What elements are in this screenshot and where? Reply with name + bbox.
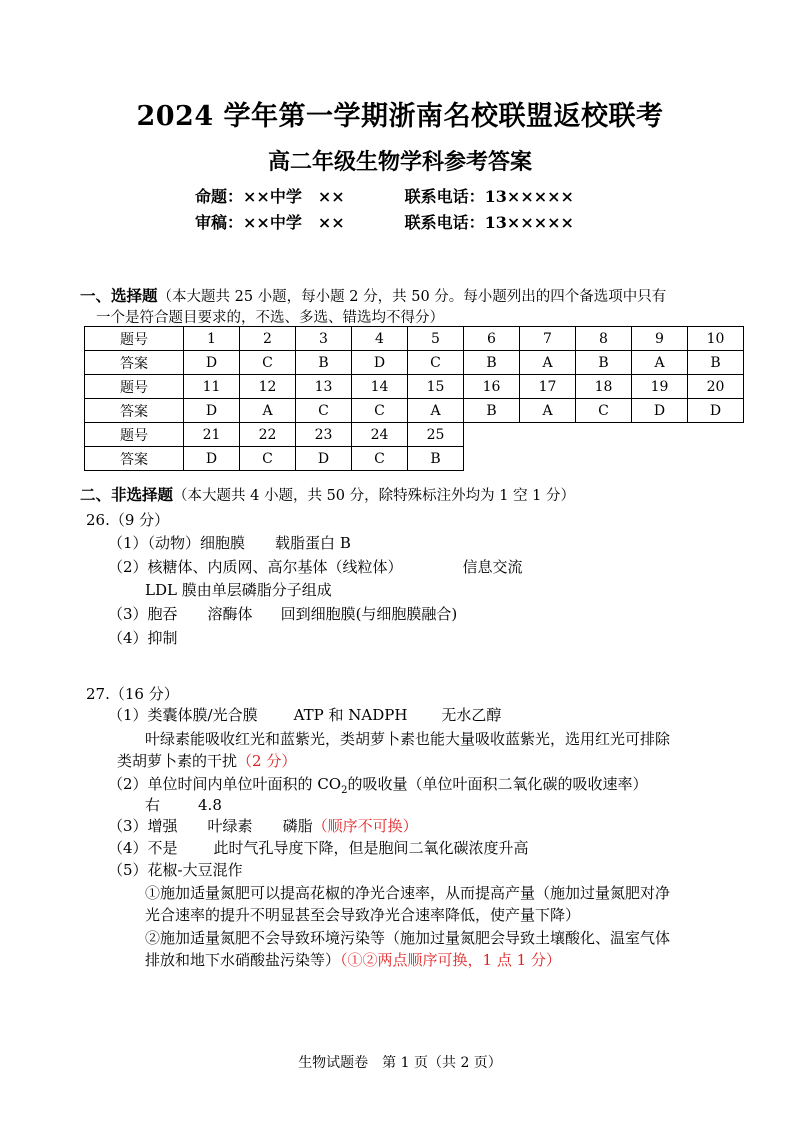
empty-cell [632, 447, 688, 471]
q27-1e: 类胡萝卜素的干扰 [117, 752, 238, 770]
table-cell: 3 [296, 327, 352, 351]
q27-2c: 4.8 [198, 796, 222, 814]
table-cell: 17 [520, 375, 576, 399]
q26-1a: （1）（动物）细胞膜 [108, 534, 246, 552]
document-subtitle: 高二年级生物学科参考答案 [267, 149, 532, 175]
section2-heading-line [80, 483, 575, 505]
table-cell: 4 [352, 327, 408, 351]
table-cell: C [576, 399, 632, 423]
table-cell: D [184, 447, 240, 471]
q27-5d-note: （①②两点顺序可换，1 点 1 分） [340, 951, 561, 969]
document-title: 2024 学年第一学期浙南名校联盟返校联考 [136, 101, 664, 132]
table-cell: B [464, 399, 520, 423]
table-cell: 13 [296, 375, 352, 399]
row-label: 题号 [85, 327, 184, 351]
q26-line4: （4）抑制 [108, 629, 178, 647]
table-row [85, 399, 744, 423]
q27-line1d: 叶绿素能吸收红光和蓝紫光，类胡萝卜素也能大量吸收蓝紫光，选用红光可排除 [145, 730, 671, 748]
empty-cell [688, 423, 744, 447]
q26-1b: 载脂蛋白 B [275, 534, 351, 552]
table-cell: C [408, 351, 464, 375]
row-label: 题号 [85, 375, 184, 399]
q27-line5a: ①施加适量氮肥可以提高花椒的净光合速率，从而提高产量（施加过量氮肥对净 [145, 884, 671, 902]
q27-3c: 磷脂 [282, 817, 313, 835]
table-cell: 24 [352, 423, 408, 447]
table-cell: B [464, 351, 520, 375]
table-cell: 6 [464, 327, 520, 351]
q26-line1 [108, 532, 351, 553]
table-cell: 11 [184, 375, 240, 399]
q27-line2b [145, 794, 222, 815]
table-cell: 1 [184, 327, 240, 351]
q26-3c: 回到细胞膜(与细胞膜融合) [280, 605, 458, 623]
author-line [195, 184, 574, 207]
q27-line3 [108, 815, 418, 836]
table-cell: D [688, 399, 744, 423]
q26-3a: （3）胞吞 [108, 605, 178, 623]
q27-3b: 叶绿素 [207, 817, 253, 835]
table-row [85, 375, 744, 399]
q26-2b: 信息交流 [462, 558, 523, 576]
table-cell: 25 [408, 423, 464, 447]
q26-head: 26.（9 分） [86, 511, 170, 529]
row-label: 答案 [85, 351, 184, 375]
reviewer-line [195, 210, 574, 233]
q27-line5: （5）花椒-大豆混作 [108, 861, 243, 879]
q27-line1e [117, 750, 296, 771]
table-cell: B [408, 447, 464, 471]
empty-cell [464, 447, 520, 471]
q27-line4 [108, 837, 529, 858]
q26-line2c: LDL 膜由单层磷脂分子组成 [145, 581, 332, 599]
table-cell: B [688, 351, 744, 375]
table-cell: D [296, 447, 352, 471]
section2-heading: 二、非选择题 [80, 485, 174, 504]
author-label: 命题：××中学 ×× [195, 187, 345, 206]
q26-line2 [108, 556, 523, 577]
table-cell: 22 [240, 423, 296, 447]
empty-cell [632, 423, 688, 447]
table-cell: C [296, 399, 352, 423]
table-cell: 23 [296, 423, 352, 447]
table-cell: 16 [464, 375, 520, 399]
table-cell: D [632, 399, 688, 423]
table-cell: 7 [520, 327, 576, 351]
table-row [85, 423, 744, 447]
table-cell: 12 [240, 375, 296, 399]
reviewer-phone: 联系电话：13××××× [404, 213, 574, 232]
q27-2b: 右 [145, 796, 161, 814]
empty-cell [688, 447, 744, 471]
q27-3a: （3）增强 [108, 817, 178, 835]
table-cell: 10 [688, 327, 744, 351]
table-cell: A [408, 399, 464, 423]
section2-note: （本大题共 4 小题，共 50 分，除特殊标注外均为 1 空 1 分） [173, 488, 576, 504]
table-cell: D [352, 351, 408, 375]
section1-heading: 一、选择题 [80, 286, 158, 305]
table-row [85, 327, 744, 351]
q27-1a: （1）类囊体膜/光合膜 [108, 706, 258, 724]
row-label: 答案 [85, 399, 184, 423]
reviewer-label: 审稿：××中学 ×× [195, 213, 345, 232]
q27-2a-pre: （2）单位时间内单位叶面积的 CO [108, 775, 342, 793]
q27-1e-score: （2 分） [237, 752, 297, 770]
q27-line5d [145, 949, 561, 970]
q27-3-note: （顺序不可换） [312, 817, 418, 835]
table-cell: 8 [576, 327, 632, 351]
table-row [85, 447, 744, 471]
q27-1b: ATP 和 NADPH [293, 706, 408, 724]
table-cell: 18 [576, 375, 632, 399]
empty-cell [520, 447, 576, 471]
table-cell: B [576, 351, 632, 375]
answer-table [84, 326, 744, 471]
q27-4b: 此时气孔导度下降，但是胞间二氧化碳浓度升高 [213, 839, 529, 857]
q26-3b: 溶酶体 [207, 605, 253, 623]
q27-line1 [108, 704, 501, 725]
empty-cell [520, 423, 576, 447]
table-cell: 20 [688, 375, 744, 399]
row-label: 答案 [85, 447, 184, 471]
section1-note: （本大题共 25 小题，每小题 2 分，共 50 分。每小题列出的四个备选项中只有 [157, 289, 667, 305]
table-cell: A [520, 351, 576, 375]
table-cell: C [352, 447, 408, 471]
q27-2a-sub: 2 [341, 785, 348, 796]
table-cell: D [184, 399, 240, 423]
q27-4a: （4）不是 [108, 839, 178, 857]
q27-5d: 排放和地下水硝酸盐污染等） [145, 951, 341, 969]
section1-heading-line [80, 284, 666, 306]
q26-line3 [108, 603, 457, 624]
section1-note-line2: 一个是符合题目要求的，不选、多选、错选均不得分） [96, 310, 444, 326]
empty-cell [576, 423, 632, 447]
table-cell: A [632, 351, 688, 375]
empty-cell [464, 423, 520, 447]
table-cell: D [184, 351, 240, 375]
q27-line5c: ②施加适量氮肥不会导致环境污染等（施加过量氮肥会导致土壤酸化、温室气体 [145, 929, 671, 947]
table-cell: 15 [408, 375, 464, 399]
table-cell: A [520, 399, 576, 423]
author-phone: 联系电话：13××××× [404, 187, 574, 206]
row-label: 题号 [85, 423, 184, 447]
table-cell: C [352, 399, 408, 423]
q27-line5b: 光合速率的提升不明显甚至会导致净光合速率降低，使产量下降） [145, 906, 581, 924]
table-row [85, 351, 744, 375]
q26-2a: （2）核糖体、内质网、高尔基体（线粒体） [108, 558, 403, 576]
q27-head: 27.（16 分） [86, 685, 179, 703]
table-cell: C [240, 351, 296, 375]
table-cell: 5 [408, 327, 464, 351]
table-cell: C [240, 447, 296, 471]
table-cell: B [296, 351, 352, 375]
q27-1c: 无水乙醇 [441, 706, 502, 724]
table-cell: 14 [352, 375, 408, 399]
table-cell: 21 [184, 423, 240, 447]
table-cell: 2 [240, 327, 296, 351]
table-cell: A [240, 399, 296, 423]
table-cell: 19 [632, 375, 688, 399]
q27-line2 [108, 773, 647, 796]
page-footer: 生物试题卷 第 1 页（共 2 页） [298, 1055, 502, 1071]
empty-cell [576, 447, 632, 471]
q27-2a-post: 的吸收量（单位叶面积二氧化碳的吸收速率） [347, 775, 648, 793]
table-cell: 9 [632, 327, 688, 351]
